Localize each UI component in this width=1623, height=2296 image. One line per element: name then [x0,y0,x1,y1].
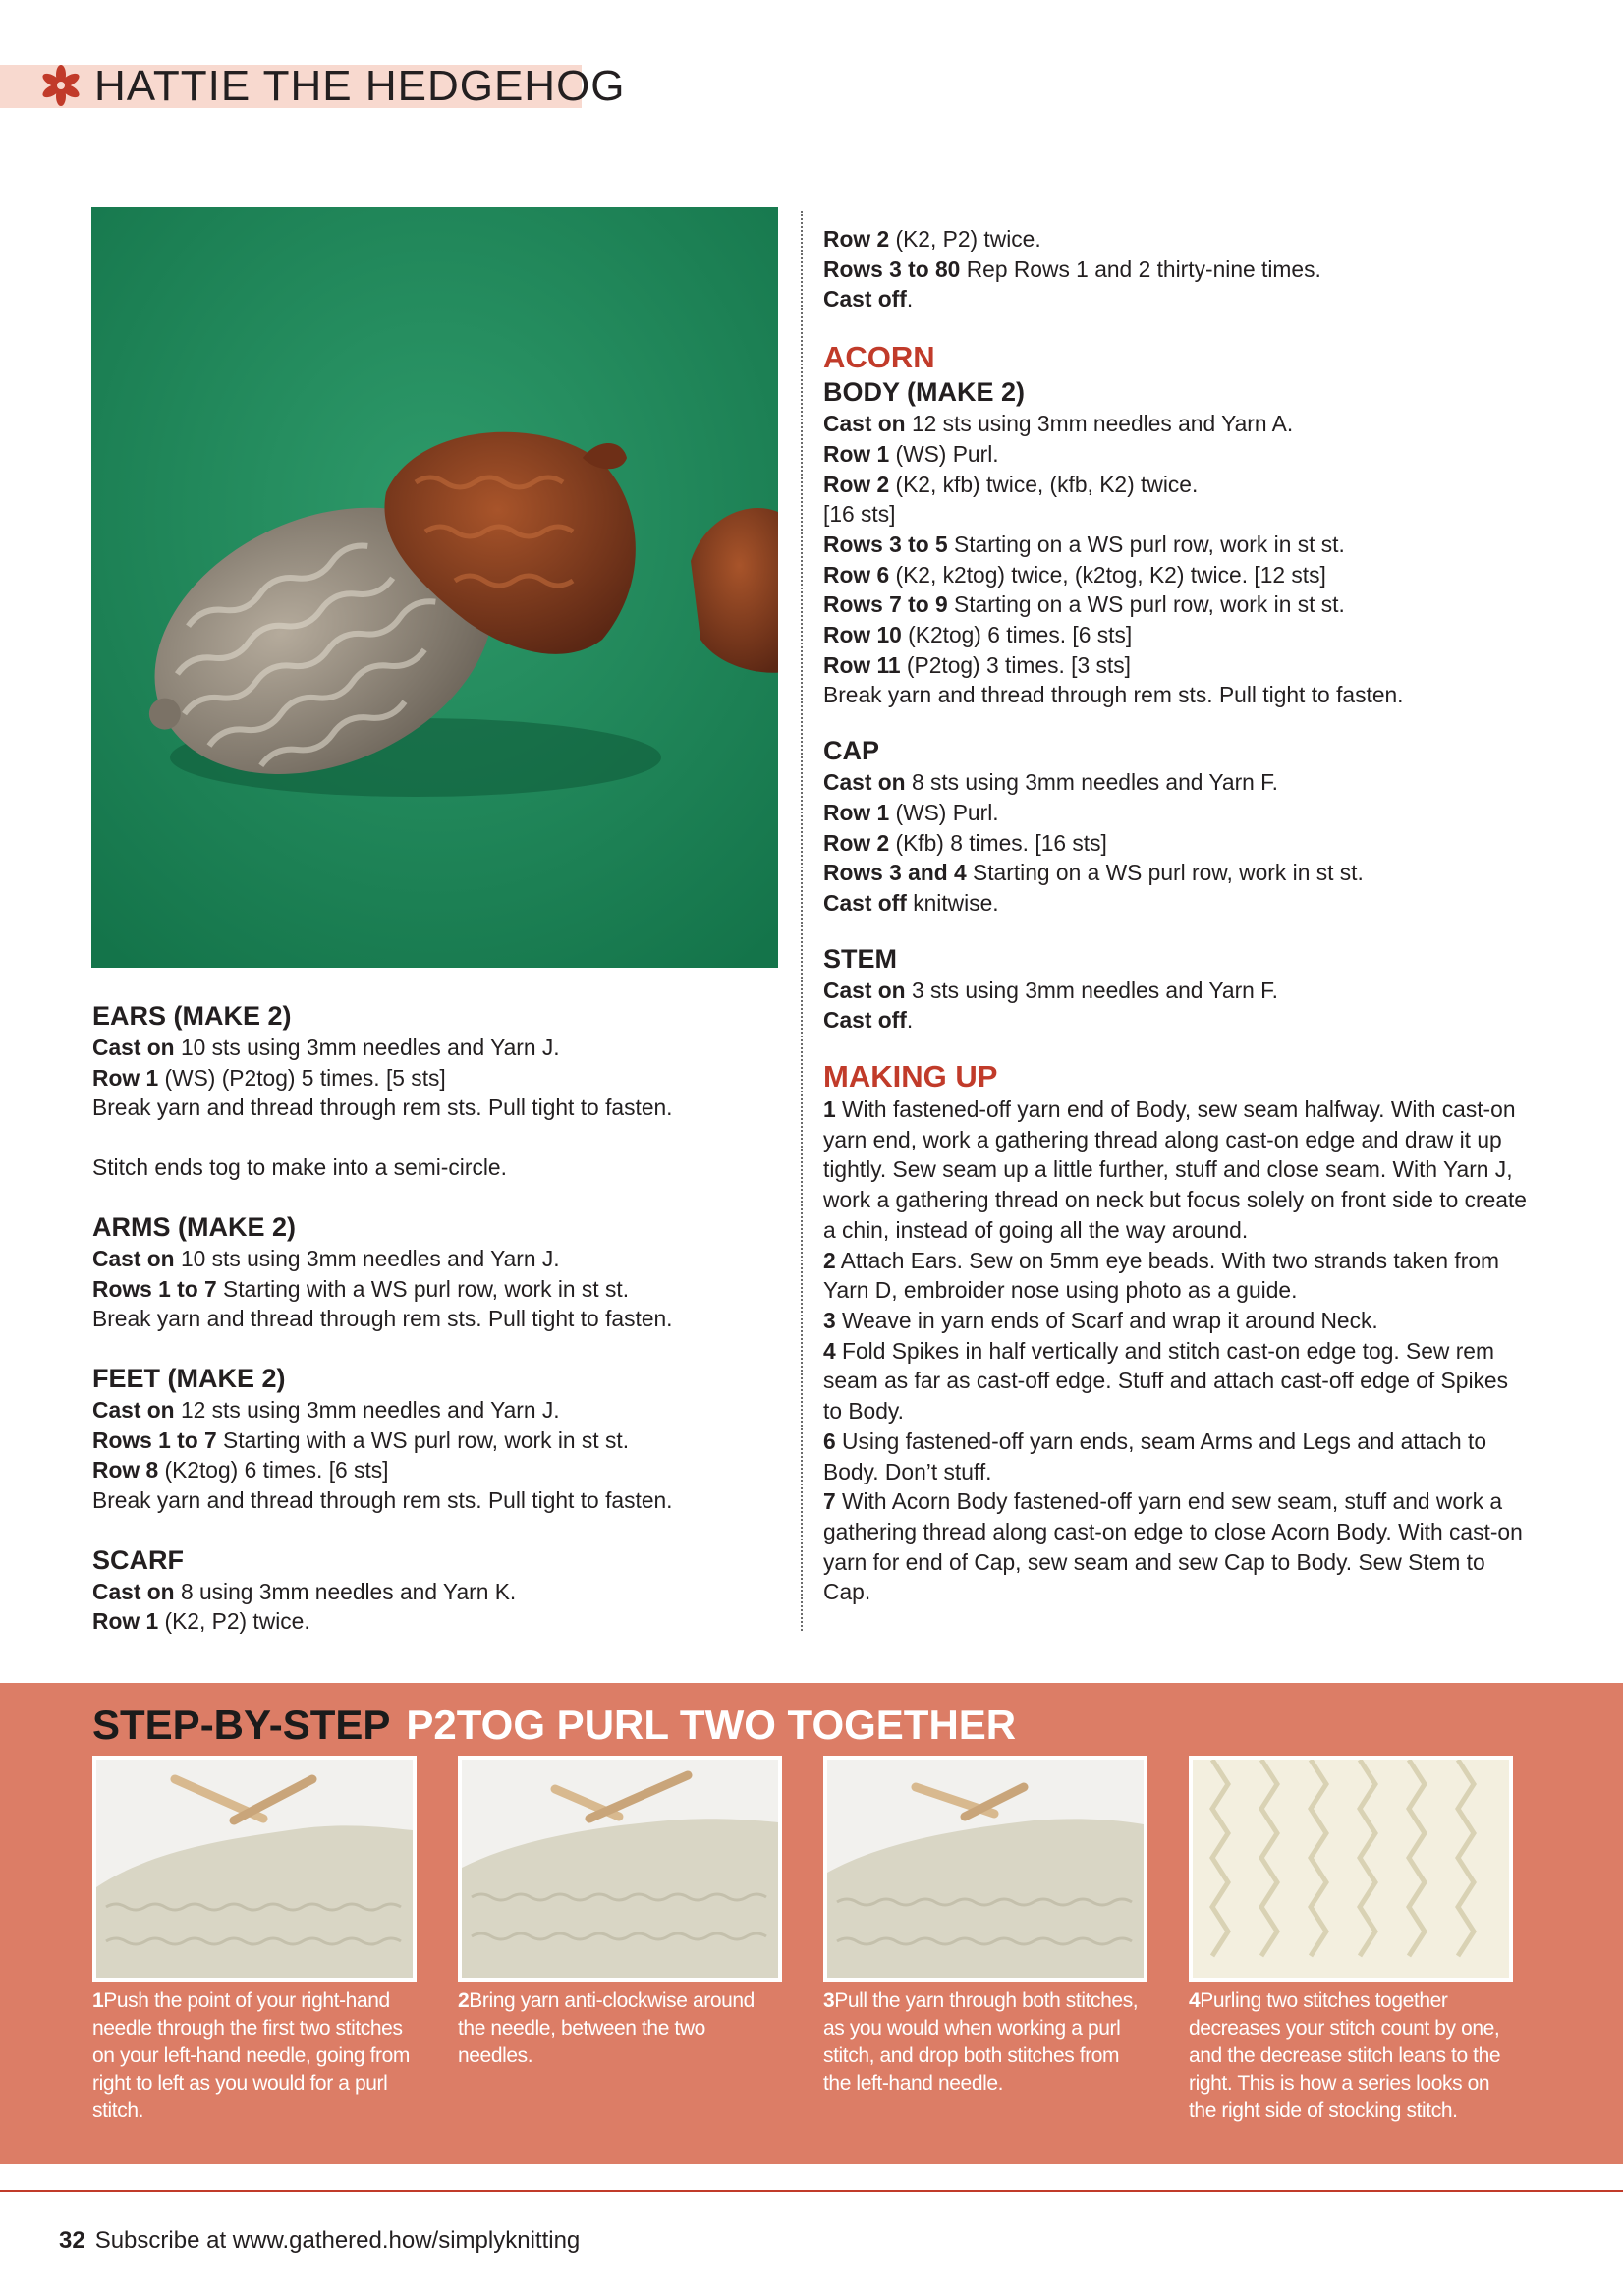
step-title-main: STEP-BY-STEP [92,1702,391,1748]
stem-line-1: Cast on 3 sts using 3mm needles and Yarn F. [823,977,1278,1003]
arms-heading: ARMS (MAKE 2) [92,1211,296,1242]
cap-heading: CAP [823,736,880,766]
right-column [823,224,1531,1607]
feet-line-3: Row 8 (K2tog) 6 times. [6 sts] [92,1457,389,1484]
acorn-line-7: Rows 7 to 9 Starting on a WS purl row, work in st st. [823,591,1345,618]
feet-heading: FEET (MAKE 2) [92,1363,286,1393]
making-up-step-7: 7 With Acorn Body fastened-off yarn end sew seam, stuff and work a gathering thread along cast-on edge to close Acorn Body. With cast-on yarn for end of Cap, sew seam and sew Cap to Body. Sew Stem to Cap. [823,1488,1523,1605]
making-up-step-6: 6 Using fastened-off yarn ends, seam Arms and Legs and attach to Body. Don’t stuff. [823,1428,1487,1484]
making-up-step-1: 1 With fastened-off yarn end of Body, sew seam halfway. With cast-on yarn end, work a gathering thread along cast-on edge and draw it up tightly. Sew seam up a little further, stuff and close seam. With Yarn J, work a gathering thread on neck but focus solely on front side to create a chin, instead of going all the way around. [823,1096,1527,1243]
scarf-heading: SCARF [92,1544,184,1575]
cap-line-5: Cast off knitwise. [823,889,999,916]
ears-line-3: Break yarn and thread through rem sts. Pull tight to fasten. [92,1094,673,1121]
making-up-step-4: 4 Fold Spikes in half vertically and stitch cast-on edge tog. Sew rem seam as far as cast-off edge. Stuff and attach cast-off edge of Spikes to Body. [823,1337,1508,1425]
feet-line-2: Rows 1 to 7 Starting with a WS purl row, work in st st. [92,1427,630,1453]
page-number: 32 [59,2227,85,2254]
making-up-heading: MAKING UP [823,1059,998,1094]
stem-line-2: Cast off. [823,1007,914,1034]
acorn-line-6: Row 6 (K2, k2tog) twice, (k2tog, K2) twice. [12 sts] [823,561,1326,588]
step-4-caption: 4Purling two stitches together decreases your stitch count by one, and the decrease stitch leans to the right. This is how a series looks on the right side of stocking stitch. [1189,1989,1501,2122]
step-4-image [1189,1756,1513,1982]
arms-line-1: Cast on 10 sts using 3mm needles and Yarn J. [92,1245,560,1271]
footer-rule [0,2190,1623,2192]
scarf-cont-line-3: Cast off. [823,286,914,312]
acorn-line-8: Row 10 (K2tog) 6 times. [6 sts] [823,622,1133,648]
acorn-heading: ACORN [823,340,935,375]
step-1-caption: 1Push the point of your right-hand needle through the first two stitches on your left-hand needle, going from right to left as you would for a purl stitch. [92,1989,410,2122]
subscribe-link[interactable]: Subscribe at www.gathered.how/simplyknitting [94,2227,581,2254]
cap-line-2: Row 1 (WS) Purl. [823,799,999,825]
ears-line-1: Cast on 10 sts using 3mm needles and Yarn J. [92,1035,560,1060]
stem-heading: STEM [823,943,898,974]
step-1-image [92,1756,417,1982]
step-title-sub: P2TOG PURL TWO TOGETHER [406,1702,1017,1748]
arms-line-3: Break yarn and thread through rem sts. Pull tight to fasten. [92,1306,673,1332]
cap-line-1: Cast on 8 sts using 3mm needles and Yarn F. [823,769,1278,796]
scarf-cont-line-2: Rows 3 to 80 Rep Rows 1 and 2 thirty-nine times. [823,255,1321,282]
column-divider [801,211,803,1631]
step-3-caption: 3Pull the yarn through both stitches, as you would when working a purl stitch, and drop both stitches from the left-hand needle. [823,1989,1139,2095]
step-2-image [458,1756,782,1982]
step-3-image [823,1756,1147,1982]
page-title: HATTIE THE HEDGEHOG [94,62,626,110]
cap-line-3: Row 2 (Kfb) 8 times. [16 sts] [823,829,1107,856]
acorn-line-3: Row 2 (K2, kfb) twice, (kfb, K2) twice. [823,471,1199,497]
feet-line-4: Break yarn and thread through rem sts. Pull tight to fasten. [92,1487,673,1514]
arms-line-2: Rows 1 to 7 Starting with a WS purl row, work in st st. [92,1275,630,1302]
ears-line-2: Row 1 (WS) (P2tog) 5 times. [5 sts] [92,1064,446,1091]
making-up-step-3: 3 Weave in yarn ends of Scarf and wrap it around Neck. [823,1307,1378,1333]
acorn-photo [91,207,778,968]
ears-heading: EARS (MAKE 2) [92,1001,292,1031]
acorn-line-1: Cast on 12 sts using 3mm needles and Yarn A. [823,411,1294,437]
step-by-step-title [92,1698,1016,1753]
step-2-caption: 2Bring yarn anti-clockwise around the needle, between the two needles. [458,1989,755,2067]
acorn-line-2: Row 1 (WS) Purl. [823,440,999,467]
feet-line-1: Cast on 12 sts using 3mm needles and Yarn J. [92,1396,560,1423]
asterisk-flower-icon [41,63,81,108]
acorn-line-4: [16 sts] [823,501,896,528]
making-up-step-2: 2 Attach Ears. Sew on 5mm eye beads. With two strands taken from Yarn D, embroider nose using photo as a guide. [823,1247,1500,1304]
ears-line-4: Stitch ends tog to make into a semi-circle. [92,1154,507,1181]
scarf-line-1: Cast on 8 using 3mm needles and Yarn K. [92,1578,517,1604]
acorn-line-5: Rows 3 to 5 Starting on a WS purl row, work in st st. [823,531,1345,557]
footer [59,2226,580,2256]
acorn-body-heading: BODY (MAKE 2) [823,377,1026,408]
cap-line-4: Rows 3 and 4 Starting on a WS purl row, work in st st. [823,860,1364,886]
acorn-line-9: Row 11 (P2tog) 3 times. [3 sts] [823,651,1131,678]
scarf-cont-line-1: Row 2 (K2, P2) twice. [823,226,1041,252]
left-column [92,999,780,1637]
scarf-line-2: Row 1 (K2, P2) twice. [92,1608,310,1635]
acorn-line-10: Break yarn and thread through rem sts. Pull tight to fasten. [823,682,1404,708]
